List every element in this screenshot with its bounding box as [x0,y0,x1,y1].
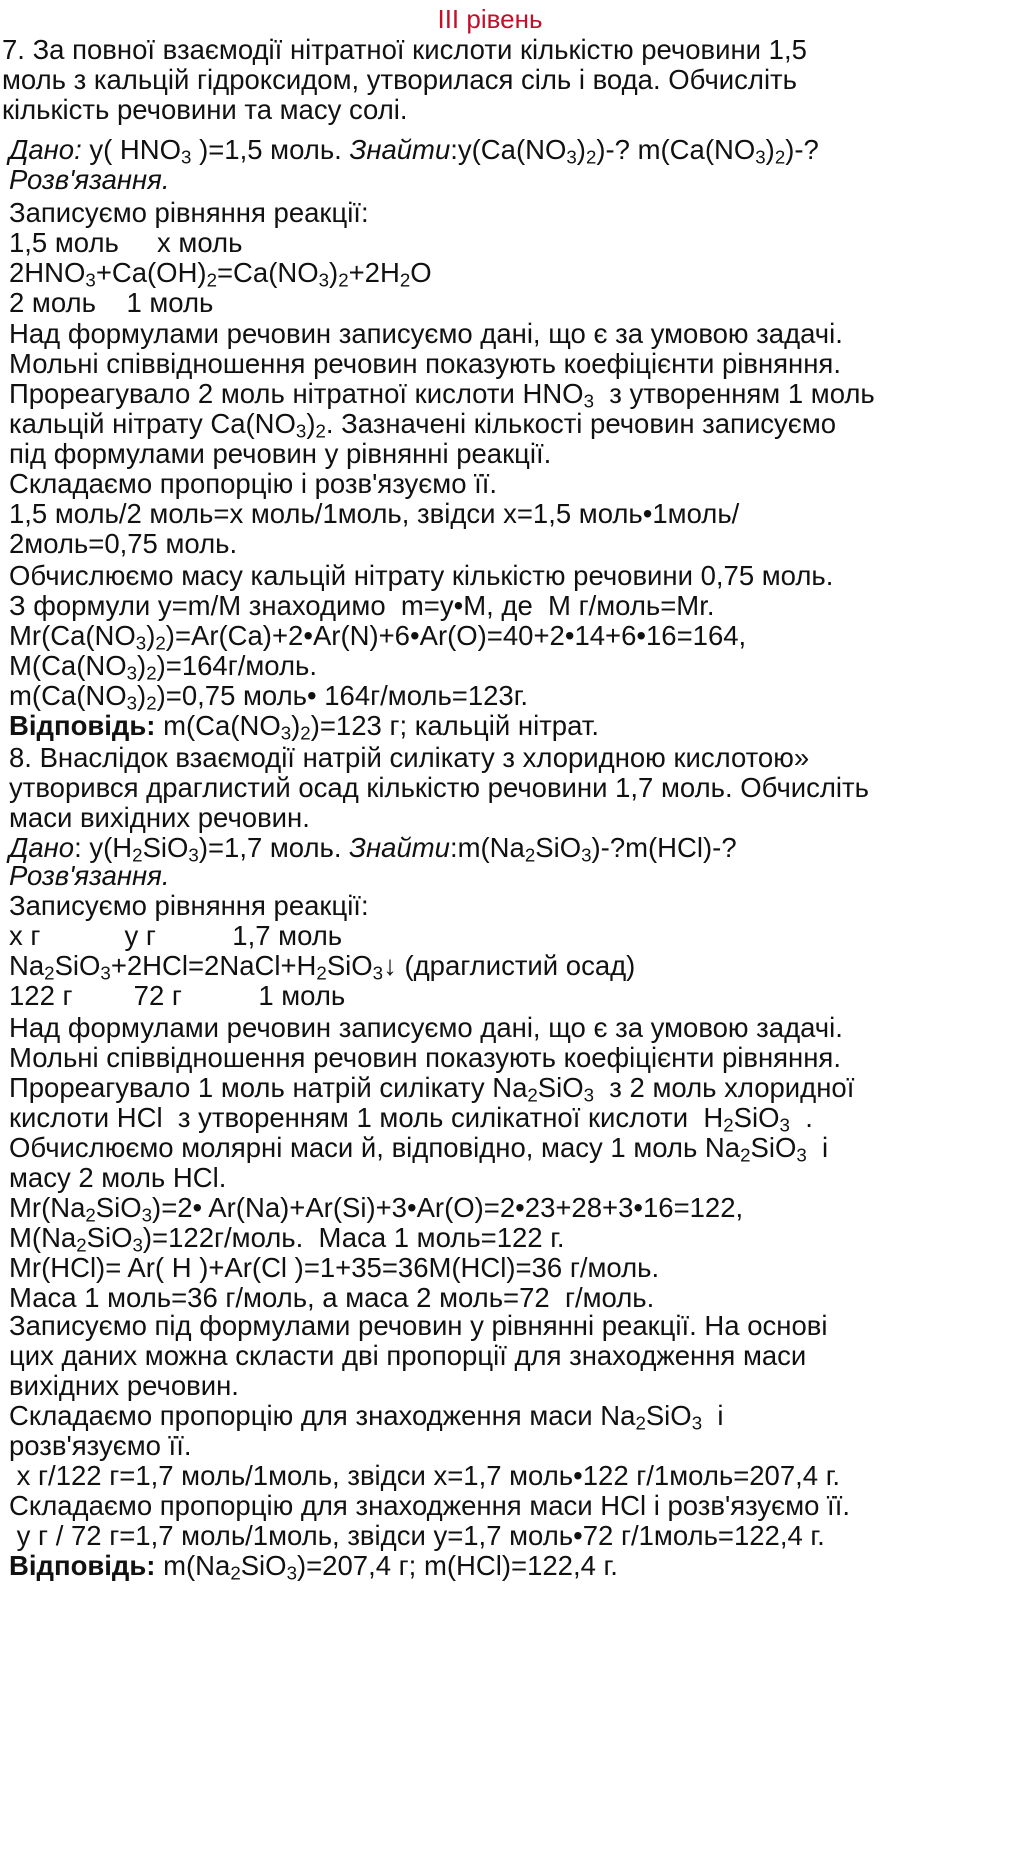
text-line: 2 моль 1 моль [9,287,214,318]
text-line: Записуємо рівняння реакції: [9,890,369,921]
text-line: Над формулами речовин записуємо дані, що є за умовою задачі. [9,1012,843,1043]
text-line: масу 2 моль HCl. [9,1162,227,1193]
text-line: х г/122 г=1,7 моль/1моль, звідси х=1,7 моль•122 г/1моль=207,4 г. [9,1460,841,1491]
text-line: Мольні співвідношення речовин показують коефіцієнти рівняння. [9,1042,841,1073]
text-line: Розв'язання. [9,164,170,195]
text-line: Mr(HCl)= Ar( H )+Ar(Cl )=1+35=36M(HCl)=36 г/моль. [9,1252,660,1283]
section-heading: III рівень [437,4,543,34]
text-line: $M(Na_2SiO_3)=122г$/моль. Маса 1 моль=122 г. [9,1222,565,1256]
text-line: $Mr(Ca(NO_3)_2)=Ar(Ca)+2•Ar(N)+6•Ar(O)=40+2•14+6•16=164$, [9,620,747,654]
text-line: х г у г 1,7 моль [9,920,343,951]
text-line: 1,5 моль х моль [9,227,243,258]
text-line: Обчислюємо молярні маси й, відповідно, масу 1 моль $Na_2SiO_3$ і [9,1132,829,1166]
text-line: Записуємо під формулами речовин у рівнянні реакції. На основі [9,1310,828,1341]
text-line: Маса 1 моль=36 г/моль, а маса 2 моль=72 г/моль. [9,1282,655,1313]
text-line: Мольні співвідношення речовин показують коефіцієнти рівняння. [9,348,841,379]
text-line: розв'язуємо її. [9,1430,192,1461]
text-line: кількість речовини та масу солі. [2,94,408,125]
text-line: моль з кальцій гідроксидом, утворилася сіль і вода. Обчисліть [2,64,797,95]
text-line: 8. Внаслідок взаємодії натрій силікату з хлоридною кислотою» [9,742,810,773]
text-line: Дано: $y(H_2SiO_3)=1,7$ моль. $Знайти:m(Na_2SiO_3)-?m(HCl)-$? [9,832,737,866]
text-line: Записуємо рівняння реакції: [9,197,369,228]
text-line: $Na_2SiO_3+2HCl=2NaCl+H_2SiO_3↓$ (драглистий осад) [9,950,636,984]
text-line: 2моль=0,75 моль. [9,528,238,559]
text-line: Обчислюємо масу кальцій нітрату кількістю речовини 0,75 моль. [9,560,834,591]
text-line: $m(Ca(NO_3)_2)=0,75$ моль• 164г/моль=123г. [9,680,529,714]
text-line: під формулами речовин у рівнянні реакції. [9,438,552,469]
text-line: вихідних речовин. [9,1370,239,1401]
text-line: кальцій нітрату $Ca(NO_3)_2$. Зазначені кількості речовин записуємо [9,408,837,442]
text-line: утворився драглистий осад кількістю речовини 1,7 моль. Обчисліть [9,772,869,803]
text-line: цих даних можна скласти дві пропорції для знаходження маси [9,1340,807,1371]
text-line: 7. За повної взаємодії нітратної кислоти кількістю речовини 1,5 [2,34,807,65]
text-line: З формули y=m/M знаходимо m=y•M, де M г/моль=Mr. [9,590,715,621]
text-line: Прореагувало 2 моль нітратної кислоти $HNO_3$ з утворенням 1 моль [9,378,875,412]
text-line: маси вихідних речовин. [9,802,310,833]
text-line: Складаємо пропорцію і розв'язуємо її. [9,468,498,499]
text-line: у г / 72 г=1,7 моль/1моль, звідси у=1,7 моль•72 г/1моль=122,4 г. [9,1520,825,1551]
text-line: Дано: y( $HNO_3$ )=1,5 моль. $Знайти:y(Ca(NO_3)_2)-$? $m(Ca(NO_3)_2)-$? [9,134,819,168]
text-line: 1,5 моль/2 моль=х моль/1моль, звідси х=1,5 моль•1моль/ [9,498,740,529]
text-line: Над формулами речовин записуємо дані, що є за умовою задачі. [9,318,843,349]
text-line: Відповідь: $m(Ca(NO_3)_2)=123$ г; кальцій нітрат. [9,710,599,744]
text-line: Розв'язання. [9,860,170,891]
text-line: $2HNO_3+Ca(OH)_2=Ca(NO_3)_2+2H_2O$ [9,257,432,291]
text-line: $M(Ca(NO_3)_2)=164г$/моль. [9,650,318,684]
text-line: 122 г 72 г 1 моль [9,980,346,1011]
text-line: Відповідь: $m(Na_2SiO_3)=207,4$ г; m(HCl)=122,4 г. [9,1550,618,1584]
text-line: $Mr(Na_2SiO_3)=2•$ Ar(Na)+Ar(Si)+3•Ar(O)=2•23+28+3•16=122, [9,1192,744,1226]
text-line: Складаємо пропорцію для знаходження маси $Na_2SiO_3$ і [9,1400,724,1434]
text-line: Прореагувало 1 моль натрій силікату $Na_2SiO_3$ з 2 моль хлоридної [9,1072,855,1106]
text-line: кислоти HCl з утворенням 1 моль силікатної кислоти $H_2SiO_3$ . [9,1102,813,1136]
text-line: Складаємо пропорцію для знаходження маси HCl і розв'язуємо її. [9,1490,850,1521]
